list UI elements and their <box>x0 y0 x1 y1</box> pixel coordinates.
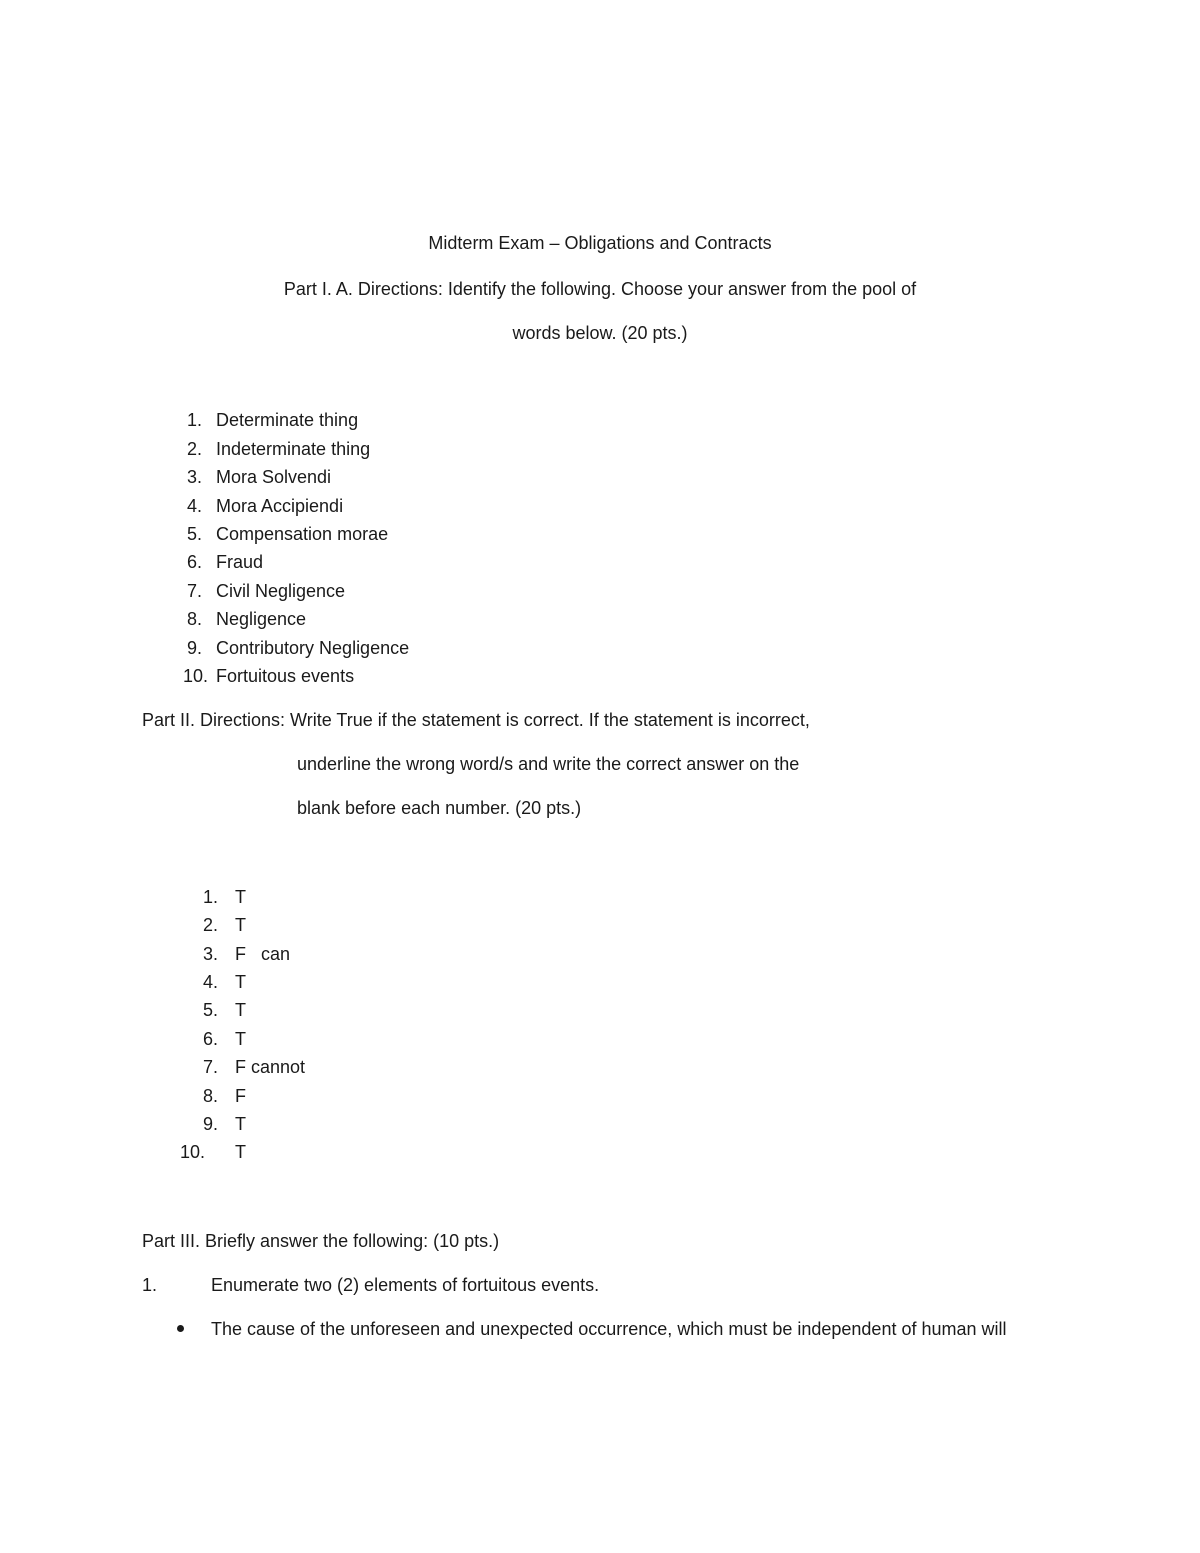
list-item: T <box>235 1000 246 1020</box>
list-item: Indeterminate thing <box>216 439 371 459</box>
list-item: T <box>235 1114 246 1134</box>
list-item-number: 2. <box>186 439 202 459</box>
list-item: T <box>235 972 246 992</box>
bullet-dot-icon <box>177 1325 184 1332</box>
list-item-number: 10. <box>182 666 208 686</box>
part1-directions-line1: Part I. A. Directions: Identify the following. Choose your answer from the pool of <box>283 279 917 299</box>
list-item-number: 4. <box>186 496 202 516</box>
list-item: Mora Solvendi <box>216 467 332 487</box>
list-item: Determinate thing <box>216 410 359 430</box>
list-item-number: 8. <box>186 609 202 629</box>
list-item-number: 9. <box>186 638 202 658</box>
list-item: T <box>235 915 246 935</box>
exam-title: Midterm Exam – Obligations and Contracts <box>428 233 772 253</box>
list-item: Mora Accipiendi <box>216 496 344 516</box>
list-item-number: 1. <box>202 887 218 907</box>
list-item: Civil Negligence <box>216 581 346 601</box>
list-item-number: 3. <box>202 944 218 964</box>
list-item: T <box>235 887 246 907</box>
list-item: Fortuitous events <box>216 666 355 686</box>
list-item: Compensation morae <box>216 524 389 544</box>
list-item: T <box>235 1142 246 1162</box>
list-item-number: 6. <box>186 552 202 572</box>
list-item: F <box>235 1086 246 1106</box>
list-item: F can <box>235 944 291 964</box>
list-item: F cannot <box>235 1057 306 1077</box>
list-item-number: 1. <box>186 410 202 430</box>
part3-bullet-answer: The cause of the unforeseen and unexpected occurrence, which must be independent of human will <box>211 1319 1007 1339</box>
list-item-number: 7. <box>202 1057 218 1077</box>
list-item-number: 6. <box>202 1029 218 1049</box>
list-item-number: 5. <box>186 524 202 544</box>
list-item-number: 8. <box>202 1086 218 1106</box>
list-item-number: 7. <box>186 581 202 601</box>
part3-heading: Part III. Briefly answer the following: (10 pts.) <box>142 1231 500 1251</box>
part2-directions-line3: blank before each number. (20 pts.) <box>297 798 582 818</box>
list-item-number: 3. <box>186 467 202 487</box>
list-item-number: 9. <box>202 1114 218 1134</box>
list-item-number: 2. <box>202 915 218 935</box>
list-item-number: 10. <box>180 1142 206 1162</box>
list-item-number: 4. <box>202 972 218 992</box>
part2-directions-line1: Part II. Directions: Write True if the statement is correct. If the statement is incorrect, <box>142 710 810 730</box>
part3-question-text: Enumerate two (2) elements of fortuitous events. <box>211 1275 600 1295</box>
part3-question-number: 1. <box>142 1275 158 1295</box>
list-item: Negligence <box>216 609 307 629</box>
list-item-number: 5. <box>202 1000 218 1020</box>
part2-directions-line2: underline the wrong word/s and write the correct answer on the <box>297 754 800 774</box>
list-item: Contributory Negligence <box>216 638 410 658</box>
list-item: T <box>235 1029 246 1049</box>
part1-directions-line2: words below. (20 pts.) <box>512 323 688 343</box>
list-item: Fraud <box>216 552 264 572</box>
